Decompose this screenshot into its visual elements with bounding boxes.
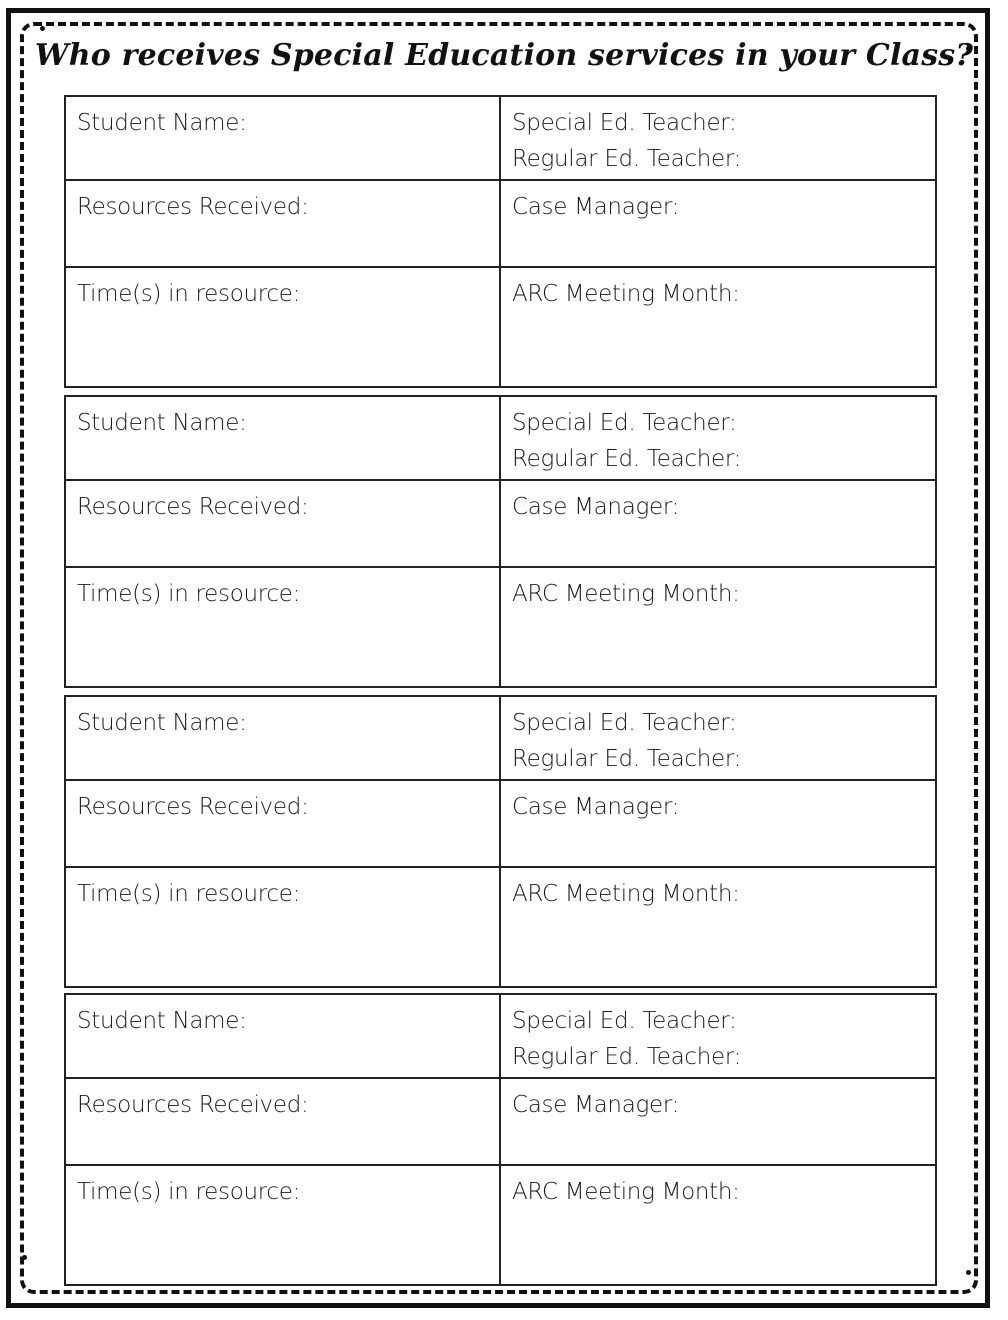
arc-meeting-month-field[interactable]: ARC Meeting Month:: [512, 281, 740, 307]
decorative-dot: [22, 1255, 27, 1260]
regular-ed-teacher-label: Regular Ed. Teacher:: [512, 1044, 742, 1070]
student-name-field[interactable]: Student Name:: [66, 995, 501, 1079]
resources-received-field[interactable]: Resources Received:: [66, 781, 501, 868]
teachers-field[interactable]: [501, 995, 935, 1079]
decorative-dot: [40, 26, 45, 31]
teachers-field[interactable]: [501, 397, 935, 481]
student-name-field[interactable]: Student Name:: [66, 97, 501, 181]
times-in-resource-field[interactable]: Time(s) in resource:: [66, 268, 501, 386]
student-name-field[interactable]: Student Name:: [66, 397, 501, 481]
student-record-block: [64, 993, 937, 1286]
special-ed-teacher-label: Special Ed. Teacher:: [512, 410, 737, 436]
resources-received-field[interactable]: Resources Received:: [66, 181, 501, 268]
arc-meeting-month-field[interactable]: ARC Meeting Month:: [512, 1179, 740, 1205]
decorative-dot: [966, 1270, 971, 1275]
regular-ed-teacher-label: Regular Ed. Teacher:: [512, 746, 742, 772]
resources-received-field[interactable]: Resources Received:: [66, 1079, 501, 1166]
case-manager-field[interactable]: Case Manager:: [501, 1079, 935, 1166]
case-manager-field[interactable]: Case Manager:: [501, 181, 935, 268]
special-ed-teacher-label: Special Ed. Teacher:: [512, 710, 737, 736]
arc-meeting-month-field[interactable]: ARC Meeting Month:: [512, 881, 740, 907]
regular-ed-teacher-label: Regular Ed. Teacher:: [512, 146, 742, 172]
case-manager-field[interactable]: Case Manager:: [501, 781, 935, 868]
times-in-resource-field[interactable]: Time(s) in resource:: [66, 1166, 501, 1284]
special-ed-teacher-label: Special Ed. Teacher:: [512, 110, 737, 136]
student-name-field[interactable]: Student Name:: [66, 697, 501, 781]
special-ed-teacher-label: Special Ed. Teacher:: [512, 1008, 737, 1034]
regular-ed-teacher-label: Regular Ed. Teacher:: [512, 446, 742, 472]
student-record-block: [64, 95, 937, 388]
times-in-resource-field[interactable]: Time(s) in resource:: [66, 568, 501, 686]
teachers-field[interactable]: [501, 97, 935, 181]
teachers-field[interactable]: [501, 697, 935, 781]
arc-meeting-month-field[interactable]: ARC Meeting Month:: [512, 581, 740, 607]
student-record-block: [64, 395, 937, 688]
student-record-block: [64, 695, 937, 988]
page-title: Who receives Special Education services in your Class?: [34, 38, 974, 73]
resources-received-field[interactable]: Resources Received:: [66, 481, 501, 568]
case-manager-field[interactable]: Case Manager:: [501, 481, 935, 568]
times-in-resource-field[interactable]: Time(s) in resource:: [66, 868, 501, 986]
